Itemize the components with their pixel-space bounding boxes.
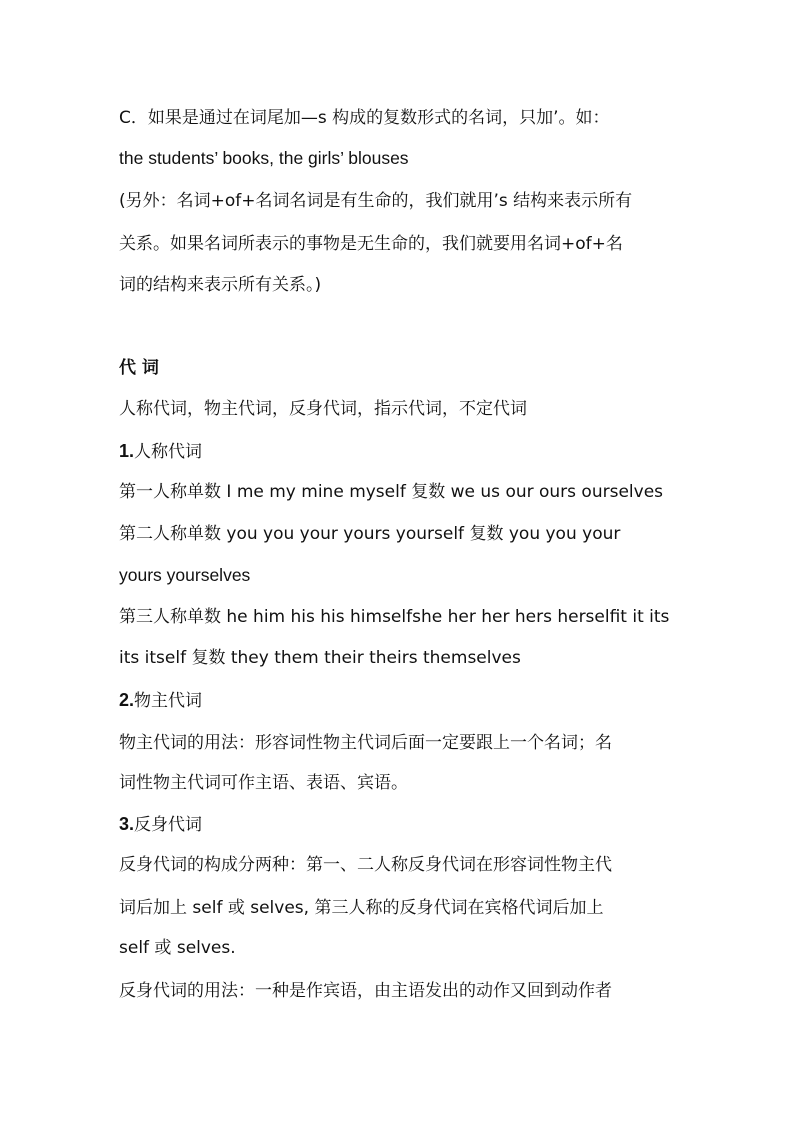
reflexive-form-3: self 或 selves. bbox=[119, 938, 236, 958]
pronouns-title: 代 词 bbox=[119, 358, 159, 378]
heading-text: 人称代词 bbox=[134, 442, 203, 462]
heading-text: 物主代词 bbox=[134, 691, 203, 711]
possessive-usage-1: 物主代词的用法：形容词性物主代词后面一定要跟上一个名词；名 bbox=[119, 733, 612, 753]
heading-number: 3. bbox=[119, 814, 135, 834]
third-person-row-1: 第三人称单数 he him his his himselfshe her her hers herselfit it its bbox=[119, 607, 670, 627]
section-c-note-line-3: 词的结构来表示所有关系。) bbox=[119, 275, 322, 295]
pronoun-types: 人称代词，物主代词，反身代词，指示代词，不定代词 bbox=[119, 399, 527, 419]
personal-pronouns-heading bbox=[119, 439, 679, 464]
second-person-row-1: 第二人称单数 you you your yours yourself 复数 you you your bbox=[119, 524, 621, 544]
heading-number: 1. bbox=[119, 441, 135, 461]
possessive-usage-2: 词性物主代词可作主语、表语、宾语。 bbox=[119, 773, 408, 793]
reflexive-form-1: 反身代词的构成分两种：第一、二人称反身代词在形容词性物主代 bbox=[119, 855, 612, 875]
section-c-line-1: C．如果是通过在词尾加—s 构成的复数形式的名词，只加’。如： bbox=[119, 108, 610, 128]
reflexive-form-2: 词后加上 self 或 selves, 第三人称的反身代词在宾格代词后加上 bbox=[119, 898, 604, 918]
reflexive-pronouns-heading bbox=[119, 812, 679, 837]
section-c-note-line-1: (另外：名词+of+名词名词是有生命的，我们就用’s 结构来表示所有 bbox=[119, 191, 633, 211]
heading-text: 反身代词 bbox=[134, 815, 203, 835]
heading-number: 2. bbox=[119, 690, 135, 710]
first-person-row: 第一人称单数 I me my mine myself 复数 we us our ours ourselves bbox=[119, 482, 664, 502]
possessive-pronouns-heading bbox=[119, 688, 679, 713]
section-c-example: the students’ books, the girls’ blouses bbox=[119, 148, 409, 168]
third-person-row-2: its itself 复数 they them their theirs themselves bbox=[119, 648, 521, 668]
reflexive-usage: 反身代词的用法：一种是作宾语，由主语发出的动作又回到动作者 bbox=[119, 981, 612, 1001]
section-c-note-line-2: 关系。如果名词所表示的事物是无生命的，我们就要用名词+of+名 bbox=[119, 234, 623, 254]
second-person-row-2: yours yourselves bbox=[119, 565, 251, 585]
